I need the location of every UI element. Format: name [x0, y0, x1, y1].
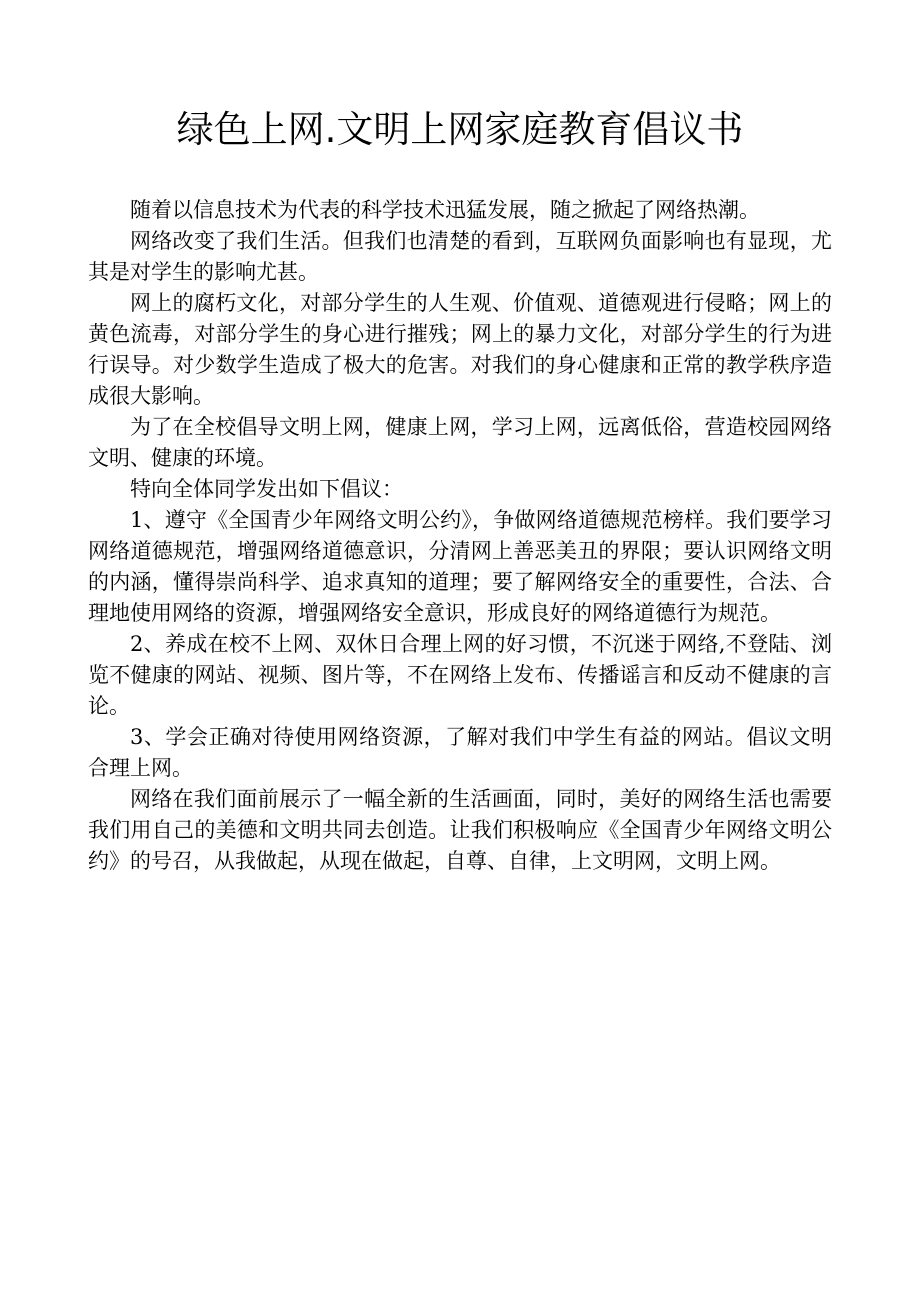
paragraph: 特向全体同学发出如下倡议：: [130, 477, 403, 501]
paragraph: 网上的腐朽文化，对部分学生的人生观、价值观、道德观进行侵略；网上的黄色流毒，对部分学生的身心进行摧残；网上的暴力文化，对部分学生的行为进行误导。对少数学生造成了极大的危害。对我们的身心健康和正常的教学秩序造成很大影响。: [88, 291, 832, 408]
document-body: [88, 195, 832, 877]
paragraph: 网络改变了我们生活。但我们也清楚的看到，互联网负面影响也有显现，尤其是对学生的影响尤甚。: [88, 229, 832, 284]
paragraph: 3、学会正确对待使用网络资源，了解对我们中学生有益的网站。倡议文明合理上网。: [88, 725, 832, 780]
paragraph: 1、遵守《全国青少年网络文明公约》，争做网络道德规范榜样。我们要学习网络道德规范，增强网络道德意识，分清网上善恶美丑的界限；要认识网络文明的内涵，懂得崇尚科学、追求真知的道理；要了解网络安全的重要性，合法、合理地使用网络的资源，增强网络安全意识，形成良好的网络道德行为规范。: [88, 508, 832, 625]
paragraph: 2、养成在校不上网、双休日合理上网的好习惯，不沉迷于网络,不登陆、浏览不健康的网站、视频、图片等，不在网络上发布、传播谣言和反动不健康的言论。: [88, 632, 832, 718]
paragraph: 为了在全校倡导文明上网，健康上网，学习上网，远离低俗，营造校园网络文明、健康的环境。: [88, 415, 832, 470]
paragraph: 随着以信息技术为代表的科学技术迅猛发展，随之掀起了网络热潮。: [130, 198, 760, 222]
document-title: 绿色上网.文明上网家庭教育倡议书: [176, 108, 744, 151]
paragraph: 网络在我们面前展示了一幅全新的生活画面，同时，美好的网络生活也需要我们用自己的美德和文明共同去创造。让我们积极响应《全国青少年网络文明公约》的号召，从我做起，从现在做起，自尊、自律，上文明网，文明上网。: [88, 787, 832, 873]
